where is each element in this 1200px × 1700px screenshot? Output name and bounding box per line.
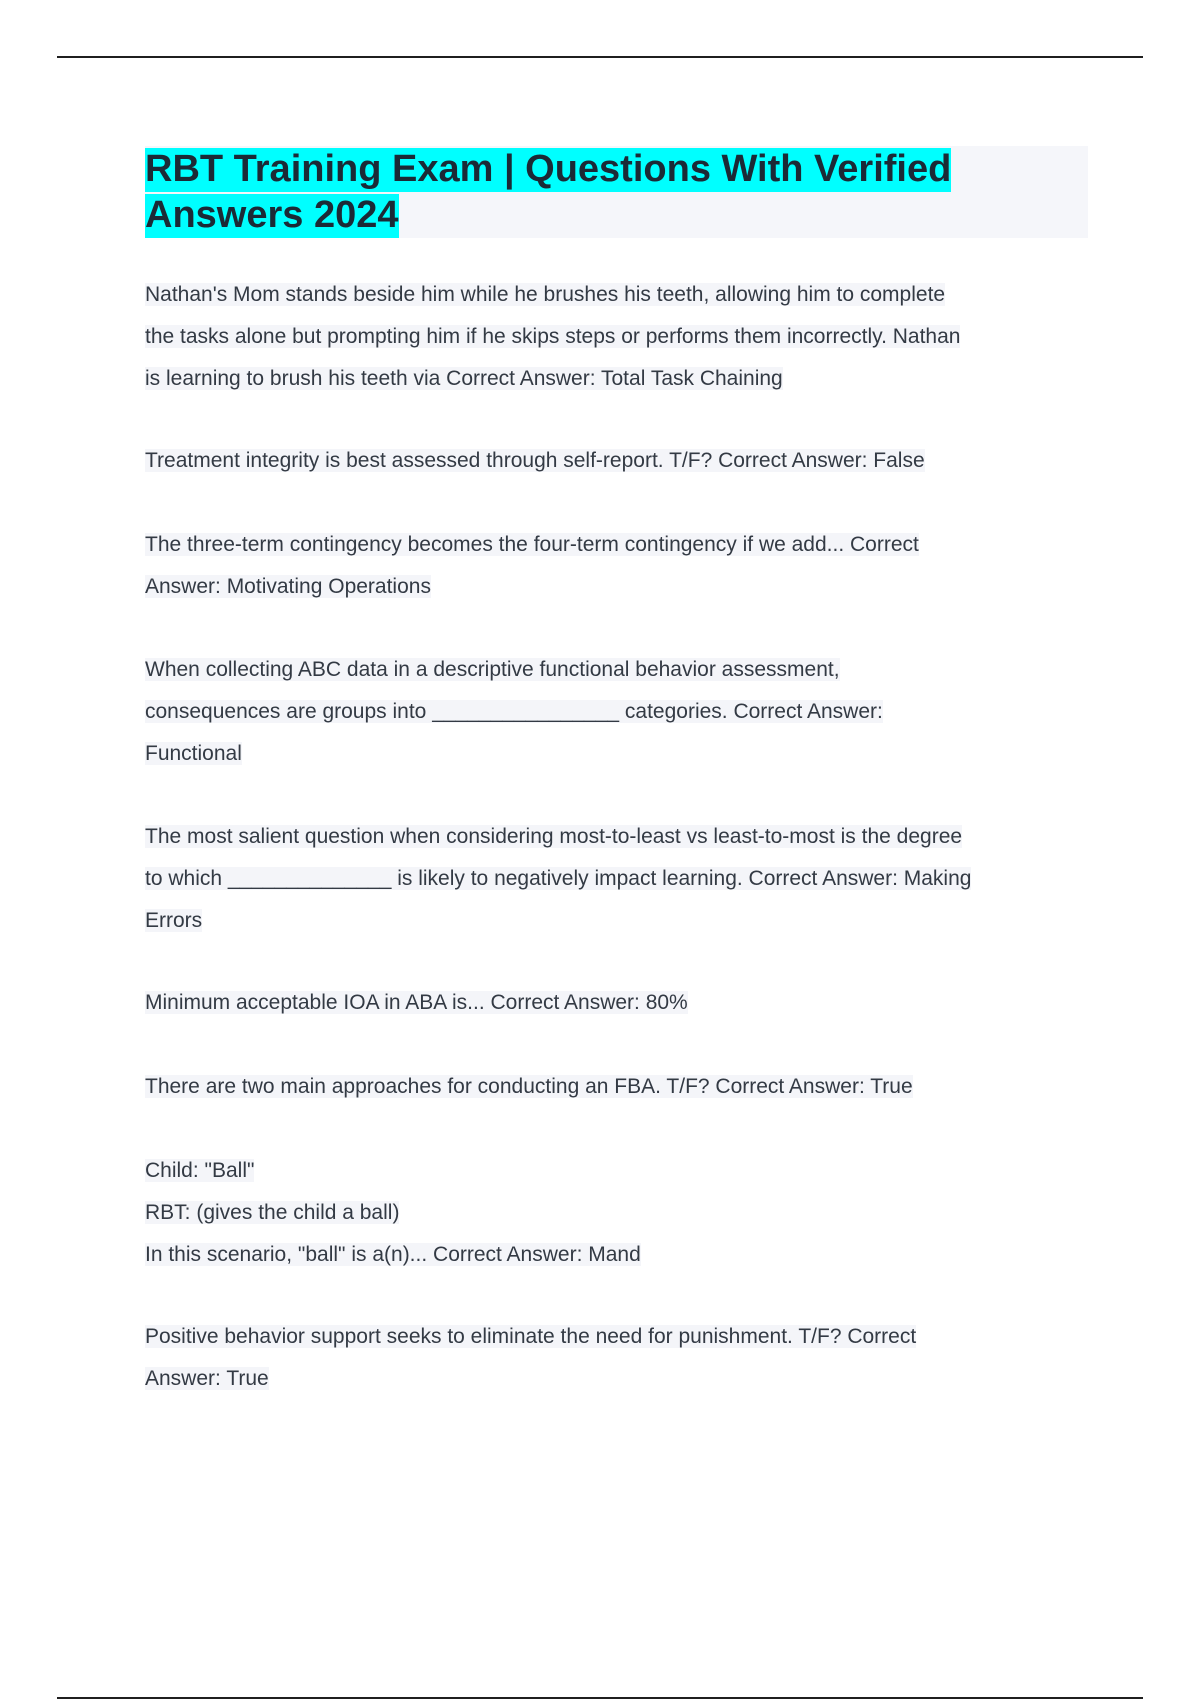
title-block xyxy=(145,146,1088,238)
qa-item-6 xyxy=(145,982,1095,1024)
qa-line: Errors xyxy=(145,909,203,932)
qa-line: There are two main approaches for conducting an FBA. T/F? Correct Answer: True xyxy=(145,1075,913,1098)
qa-line: Child: "Ball" xyxy=(145,1159,255,1182)
qa-line: Functional xyxy=(145,742,242,765)
qa-line: Minimum acceptable IOA in ABA is... Correct Answer: 80% xyxy=(145,991,688,1014)
qa-line: The most salient question when considering most-to-least vs least-to-most is the degree xyxy=(145,825,963,848)
qa-line: RBT: (gives the child a ball) xyxy=(145,1201,400,1224)
title-line-2: Answers 2024 xyxy=(145,194,399,236)
qa-line: to which ______________ is likely to negatively impact learning. Correct Answer: Making xyxy=(145,867,972,890)
qa-line: In this scenario, "ball" is a(n)... Correct Answer: Mand xyxy=(145,1243,641,1266)
qa-item-4 xyxy=(145,649,1095,775)
bottom-rule xyxy=(57,1697,1143,1699)
qa-line: the tasks alone but prompting him if he skips steps or performs them incorrectly. Nathan xyxy=(145,325,961,348)
qa-line: consequences are groups into ________________ categories. Correct Answer: xyxy=(145,700,883,723)
qa-item-8 xyxy=(145,1150,1095,1276)
qa-line: When collecting ABC data in a descriptive functional behavior assessment, xyxy=(145,658,840,681)
qa-line: The three-term contingency becomes the four-term contingency if we add... Correct xyxy=(145,533,919,556)
qa-item-5 xyxy=(145,816,1095,942)
qa-item-9 xyxy=(145,1316,1095,1400)
qa-line: Answer: Motivating Operations xyxy=(145,575,431,598)
qa-line: Nathan's Mom stands beside him while he brushes his teeth, allowing him to complete xyxy=(145,283,946,306)
qa-item-3 xyxy=(145,524,1095,608)
title-line-1: RBT Training Exam | Questions With Verified xyxy=(145,148,952,190)
qa-item-7 xyxy=(145,1066,1095,1108)
document-title xyxy=(145,146,1088,238)
qa-line: is learning to brush his teeth via Correct Answer: Total Task Chaining xyxy=(145,367,783,390)
qa-line: Answer: True xyxy=(145,1367,269,1390)
qa-item-1 xyxy=(145,274,1095,400)
top-rule xyxy=(57,56,1143,58)
qa-line: Positive behavior support seeks to eliminate the need for punishment. T/F? Correct xyxy=(145,1325,917,1348)
qa-item-2 xyxy=(145,440,1095,482)
qa-line: Treatment integrity is best assessed through self-report. T/F? Correct Answer: False xyxy=(145,449,925,472)
